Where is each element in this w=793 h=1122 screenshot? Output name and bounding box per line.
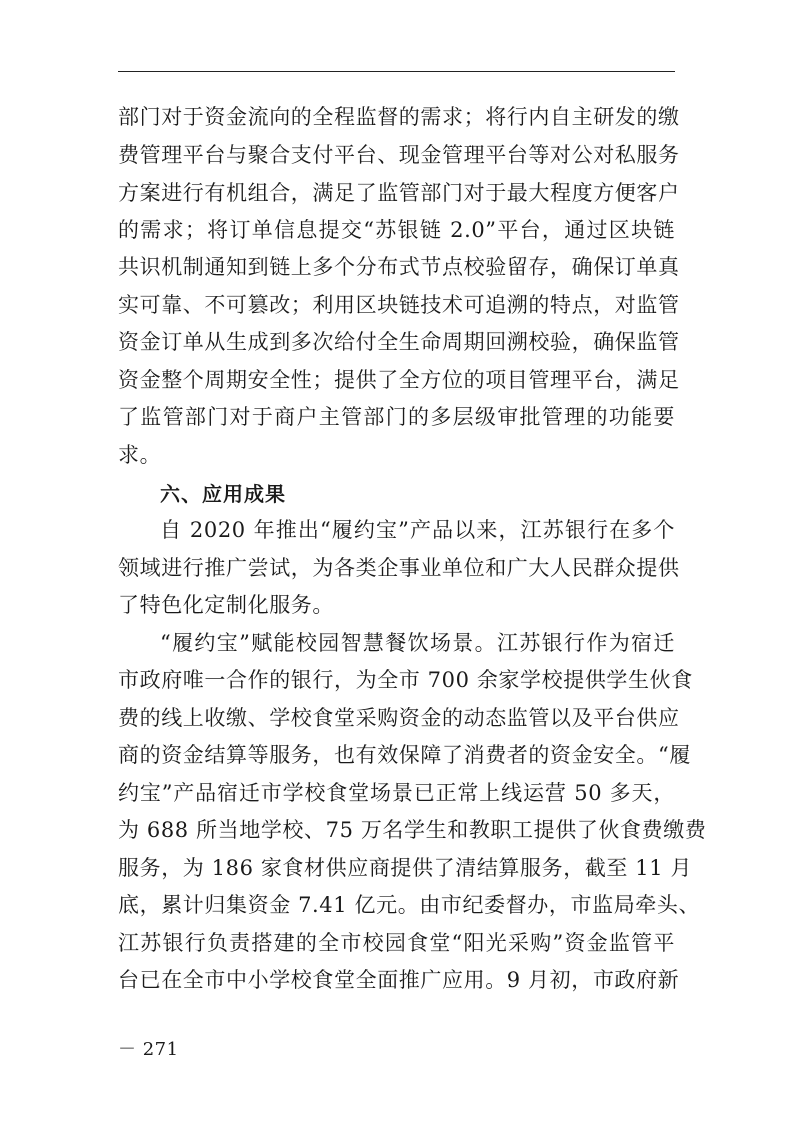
text-line: 市政府唯一合作的银行，为全市 700 余家学校提供学生伙食 — [118, 668, 693, 692]
text-line: 共识机制通知到链上多个分布式节点校验留存，确保订单真 — [118, 255, 680, 279]
text-line: 约宝”产品宿迁市学校食堂场景已正常上线运营 50 多天， — [118, 781, 675, 805]
header-rule — [118, 71, 675, 72]
text-line: 自 2020 年推出“履约宝”产品以来，江苏银行在多个 — [160, 518, 675, 542]
text-line: 服务，为 186 家食材供应商提供了清结算服务，截至 11 月 — [118, 856, 693, 880]
text-line: 台已在全市中小学校食堂全面推广应用。9 月初，市政府新 — [118, 968, 680, 992]
text-line: 资金订单从生成到多次给付全生命周期回溯校验，确保监管 — [118, 330, 680, 354]
text-line: 了特色化定制化服务。 — [118, 593, 334, 617]
text-line: 领域进行推广尝试，为各类企事业单位和广大人民群众提供 — [118, 556, 680, 580]
text-line: 商的资金结算等服务，也有效保障了消费者的资金安全。“履 — [118, 743, 691, 767]
page-number: － 271 — [118, 1039, 179, 1060]
text-line: 为 688 所当地学校、75 万名学生和教职工提供了伙食费缴费 — [118, 818, 707, 842]
text-line: 部门对于资金流向的全程监督的需求；将行内自主研发的缴 — [118, 105, 680, 129]
text-line: 江苏银行负责搭建的全市校园食堂“阳光采购”资金监管平 — [118, 931, 675, 955]
text-line: 费管理平台与聚合支付平台、现金管理平台等对公对私服务 — [118, 143, 680, 167]
section-heading: 六、应用成果 — [160, 482, 286, 506]
text-line: 方案进行有机组合，满足了监管部门对于最大程度方便客户 — [118, 181, 680, 205]
text-line: 的需求；将订单信息提交“苏银链 2.0”平台，通过区块链 — [118, 218, 675, 242]
text-line: 实可靠、不可篡改；利用区块链技术可追溯的特点，对监管 — [118, 293, 680, 317]
text-line: 求。 — [118, 443, 162, 467]
text-line: 资金整个周期安全性；提供了全方位的项目管理平台，满足 — [118, 368, 680, 392]
text-line: 底，累计归集资金 7.41 亿元。由市纪委督办，市监局牵头、 — [118, 893, 701, 917]
text-line: “履约宝”赋能校园智慧餐饮场景。江苏银行作为宿迁 — [160, 631, 675, 655]
text-line: 费的线上收缴、学校食堂采购资金的动态监管以及平台供应 — [118, 706, 680, 730]
text-line: 了监管部门对于商户主管部门的多层级审批管理的功能要 — [118, 405, 675, 429]
